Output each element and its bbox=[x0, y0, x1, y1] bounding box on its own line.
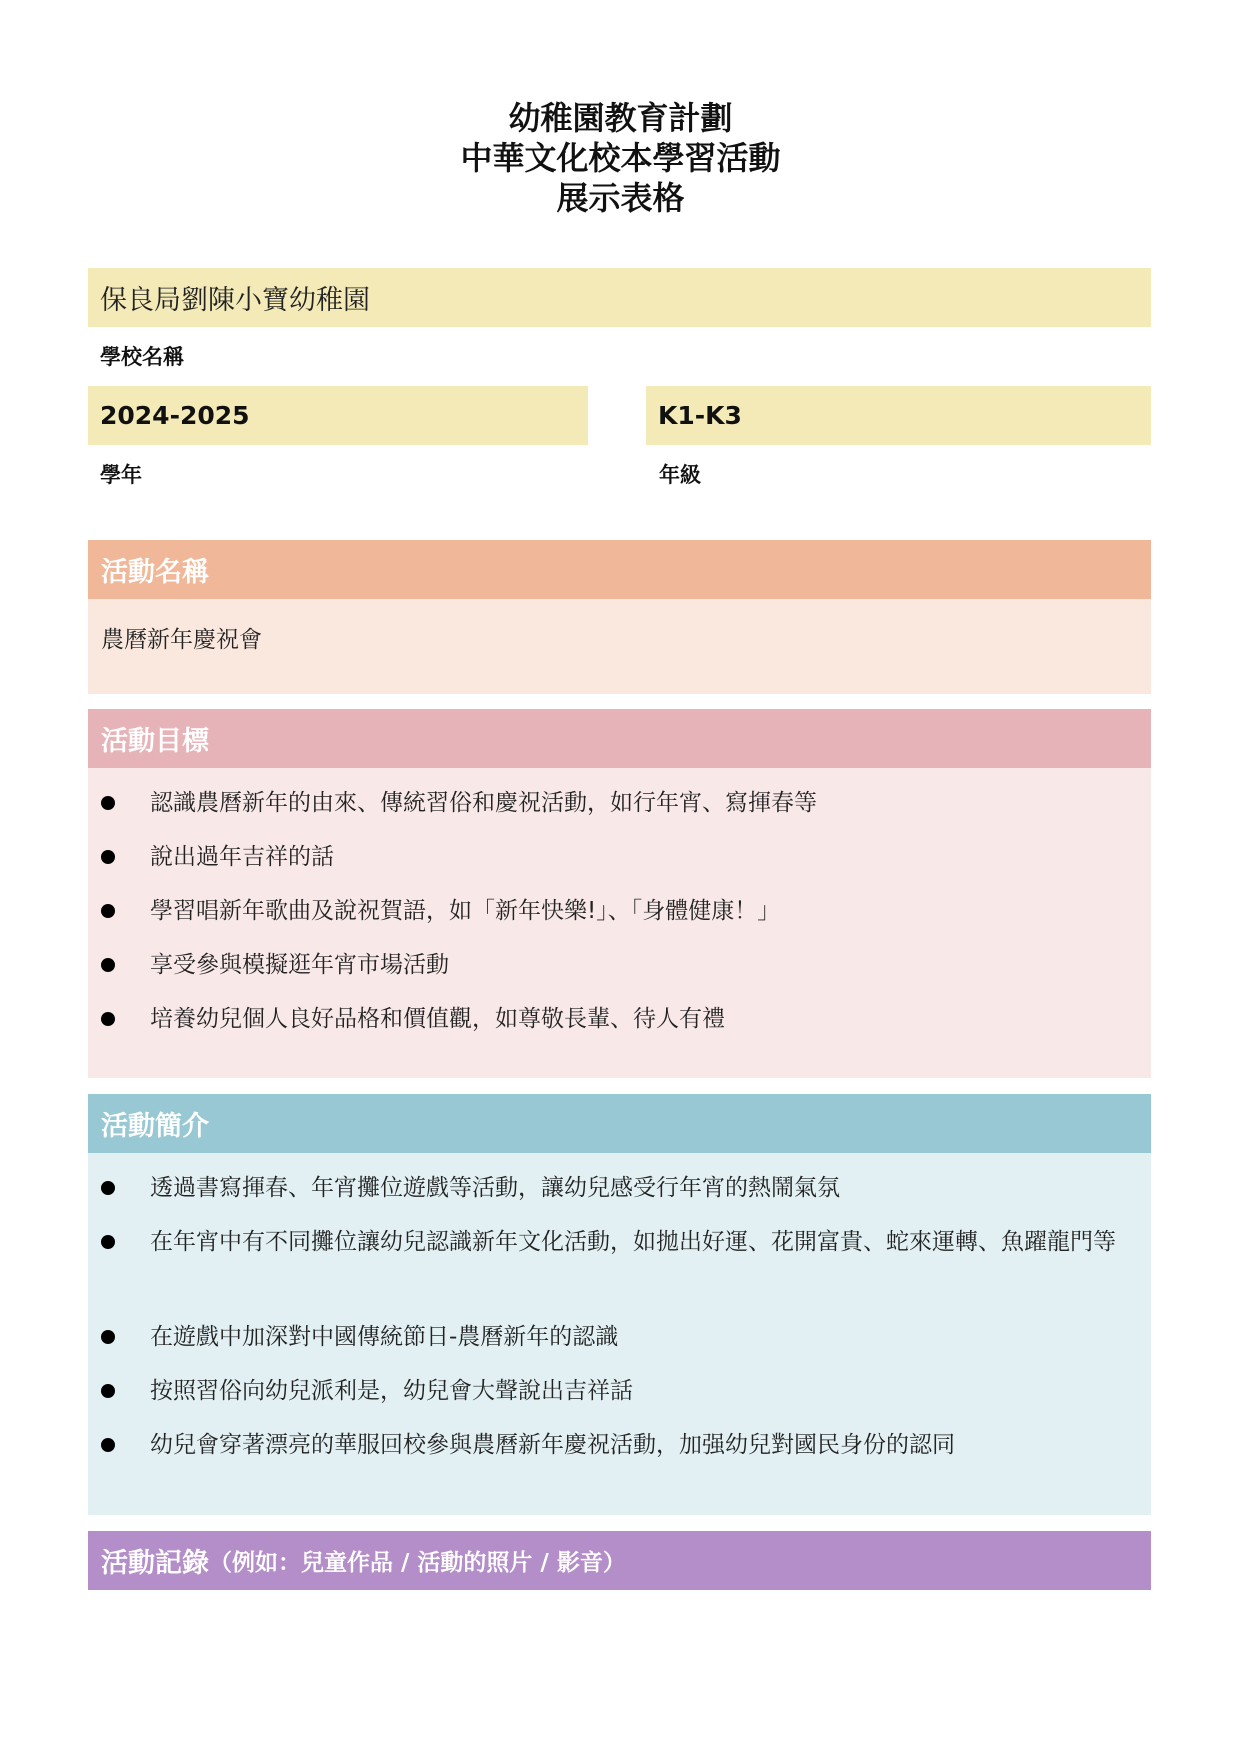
school-name-value: 保良局劉陳小寶幼稚園 bbox=[100, 285, 370, 316]
bullet-icon bbox=[101, 1330, 115, 1344]
list-item-text: 透過書寫揮春、年宵攤位遊戲等活動，讓幼兒感受行年宵的熱鬧氣氛 bbox=[150, 1175, 840, 1201]
school-year-value: 2024-2025 bbox=[100, 401, 250, 430]
introduction-header bbox=[88, 1094, 1151, 1153]
list-item-text: 培養幼兒個人良好品格和價值觀，如尊敬長輩、待人有禮 bbox=[150, 1006, 725, 1032]
bullet-icon bbox=[101, 958, 115, 972]
bullet-icon bbox=[101, 1384, 115, 1398]
grade-label: 年級 bbox=[659, 463, 701, 487]
activity-name-header bbox=[88, 540, 1151, 599]
bullet-icon bbox=[101, 904, 115, 918]
list-item-text: 幼兒會穿著漂亮的華服回校參與農曆新年慶祝活動，加强幼兒對國民身份的認同 bbox=[150, 1432, 955, 1458]
list-item-text: 按照習俗向幼兒派利是，幼兒會大聲說出吉祥話 bbox=[150, 1378, 633, 1404]
list-item-text: 說出過年吉祥的話 bbox=[150, 844, 334, 870]
school-year-label: 學年 bbox=[100, 463, 142, 487]
title-line-1: 幼稚園教育計劃 bbox=[508, 99, 733, 137]
bullet-icon bbox=[101, 1438, 115, 1452]
title-line-2: 中華文化校本學習活動 bbox=[460, 139, 781, 177]
school-name-field[interactable] bbox=[88, 268, 1151, 327]
list-item-text: 在遊戲中加深對中國傳統節日-農曆新年的認識 bbox=[150, 1324, 619, 1350]
list-item-text: 認識農曆新年的由來、傳統習俗和慶祝活動，如行年宵、寫揮春等 bbox=[150, 790, 817, 816]
objectives-header bbox=[88, 709, 1151, 768]
grade-field[interactable] bbox=[646, 386, 1151, 445]
list-item-text: 學習唱新年歌曲及說祝賀語，如「新年快樂!」、「身體健康！」 bbox=[150, 898, 781, 924]
grade-value: K1-K3 bbox=[658, 401, 742, 430]
activity-name-value: 農曆新年慶祝會 bbox=[101, 627, 262, 653]
school-year-field[interactable] bbox=[88, 386, 588, 445]
introduction-body bbox=[88, 1153, 1151, 1515]
bullet-icon bbox=[101, 1012, 115, 1026]
activity-name-body bbox=[88, 599, 1151, 694]
list-item-text: 在年宵中有不同攤位讓幼兒認識新年文化活動，如拋出好運、花開富貴、蛇來運轉、魚躍龍門等 bbox=[150, 1229, 1116, 1255]
bullet-icon bbox=[101, 1235, 115, 1249]
bullet-icon bbox=[101, 796, 115, 810]
bullet-icon bbox=[101, 850, 115, 864]
bullet-icon bbox=[101, 1181, 115, 1195]
records-header bbox=[88, 1531, 1151, 1590]
records-header-text: 活動記錄 bbox=[101, 1548, 209, 1579]
page-title bbox=[0, 98, 1241, 218]
objectives-body bbox=[88, 768, 1151, 1078]
records-header-note: （例如：兒童作品 / 活動的照片 / 影音） bbox=[209, 1550, 626, 1576]
title-line-3: 展示表格 bbox=[556, 179, 685, 217]
school-name-label: 學校名稱 bbox=[100, 345, 184, 369]
introduction-header-text: 活動簡介 bbox=[101, 1111, 209, 1142]
activity-name-header-text: 活動名稱 bbox=[101, 557, 209, 588]
list-item-text: 享受參與模擬逛年宵市場活動 bbox=[150, 952, 449, 978]
objectives-header-text: 活動目標 bbox=[101, 726, 209, 757]
